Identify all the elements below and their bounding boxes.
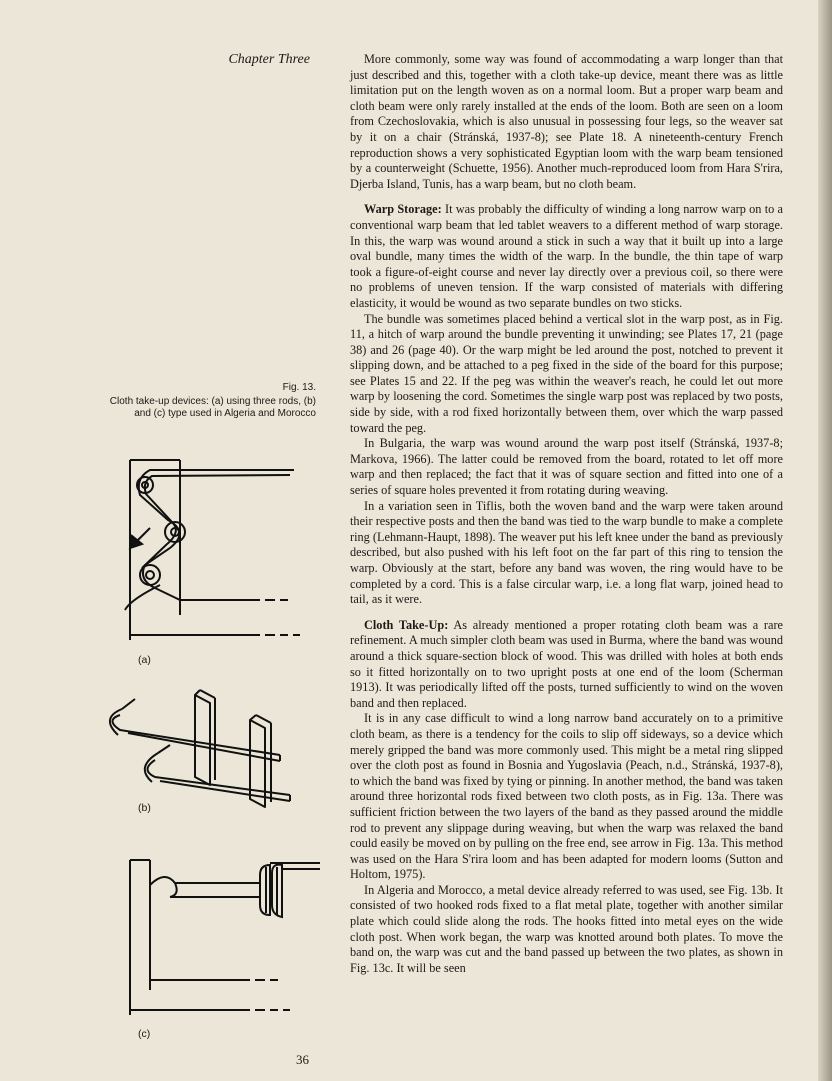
page-number: 36 bbox=[296, 1052, 309, 1067]
paragraph-warp-storage bbox=[350, 202, 783, 311]
section-heading-cloth-takeup: Cloth Take-Up: bbox=[364, 617, 449, 632]
figure-13a-diagram bbox=[120, 450, 320, 650]
paragraph-text: As already mentioned a proper rotating cloth beam was a rare refinement. A much simpler cloth beam was used in Burma, where the band was wound around a thick square-section block of wood. This was drilled with holes at both ends so it fitted horizontally on to two upright posts at one end of the loom (Scherman 1913). It was periodically lifted off the posts, turned sufficiently to wind on the woven band and then replaced. bbox=[350, 617, 783, 710]
paragraph: The bundle was sometimes placed behind a vertical slot in the warp post, as in Fig. 11, a hitch of warp around the bundle preventing it unwinding; see Plates 17, 21 (page 38) and 26 (page 40). Or the warp might be led around the post, notched to prevent it slipping down, and be attached to a peg fixed in the side of the board for this purpose; see Plates 15 and 22. If the peg was within the weaver's reach, he could let out more warp by loosening the cord. Sometimes the single warp post was replaced by two posts, side by side, with a rod fixed horizontally between them, over which the warp passed toward the peg. bbox=[350, 311, 783, 435]
paragraph-text: It was probably the difficulty of winding a long narrow warp on to a conventional warp beam that led tablet weavers to a different method of warp storage. In this, the warp was wound around a stick in such a way that it built up into a large oval bundle, many times the width of the warp. In the bundle, the thin tape of warp took a figure-of-eight course and never lay directly over a previous coil, so there were no problems of uneven tension. If the warp consisted of materials with differing elasticity, it would be wound as two separate bundles on two sticks. bbox=[350, 202, 784, 310]
figure-caption bbox=[104, 382, 316, 421]
page-edge-shadow bbox=[818, 0, 832, 1081]
paragraph: In Bulgaria, the warp was wound around the warp post itself (Stránská, 1937-8; Markova, 1966). The latter could be removed from the board, rotated to let off more warp and then replaced; the fact that it was of square section and fitted into one of a series of square holes prevented it from rotating during weaving. bbox=[350, 436, 783, 498]
figure-number: Fig. 13. bbox=[282, 382, 316, 393]
paragraph: More commonly, some way was found of accommodating a warp longer than that just described and this, together with a cloth take-up device, meant there was as little limitation put on the length woven as on a normal loom. But a proper warp beam and cloth beam were only rarely installed at the ends of the loom. Both are seen on a loom from Czechoslovakia, which is also unusual in possessing four legs, so the weaver sat by it on a chair (Stránská, 1937-8); see Plate 18. A nineteenth-century French reproduction shows a very sophisticated Egyptian loom with the warp beam tensioned by a counterweight (Schuette, 1956). Another much-reproduced loom from Hara S'rira, Djerba Island, Tunis, has a warp beam, but no cloth beam. bbox=[350, 52, 783, 191]
paragraph: It is in any case difficult to wind a long narrow band accurately on to a primitive cloth beam, as there is a tendency for the coils to slip off sideways, so a device which merely gripped the band was more commonly used. This might be a metal ring slipped over the cloth post as found in Bosnia and Yugoslavia (Peach, n.d., Stránská, 1937-8), to which the band was fixed by tying or pinning. In another method, the band was taken around three horizontal rods fixed between two cloth posts, as in Fig. 13a. There was sufficient friction between the two layers of the band as they passed around the middle rod to prevent any slippage during weaving, but when the warp was relaxed the band could easily be moved on by pulling on the free end, see arrow in Fig. 13a. This method was used on the Hara S'rira loom and has been adapted for modern looms (Sutton and Holtom, 1975). bbox=[350, 711, 783, 882]
figure-label-b: (b) bbox=[138, 802, 151, 814]
figure-13c-diagram bbox=[120, 855, 320, 1030]
section-heading-warp-storage: Warp Storage: bbox=[364, 202, 442, 217]
figure-caption-text: Cloth take-up devices: (a) using three rods, (b) and (c) type used in Algeria and Morocco bbox=[109, 395, 316, 419]
paragraph: In a variation seen in Tiflis, both the woven band and the warp were taken around their respective posts and then the band was tied to the warp bundle to make a complete ring (Lehmann-Haupt, 1898). The weaver put his left knee under the band as previously described, but also pushed with his left foot on the far part of this ring to tension the warp. Obviously at the start, before any band was woven, the ring would have to be completed by a cord. This is a false circular warp, i.e. a long flat warp, joined head to tail, as it were. bbox=[350, 498, 783, 607]
paragraph-cloth-takeup bbox=[350, 618, 783, 712]
main-text-column bbox=[350, 52, 783, 976]
figure-label-a: (a) bbox=[138, 654, 151, 666]
figure-label-c: (c) bbox=[138, 1028, 151, 1040]
paragraph: In Algeria and Morocco, a metal device already referred to was used, see Fig. 13b. It consisted of two hooked rods fixed to a flat metal plate, together with another similar plate which could slide along the rods. The hooks fitted into metal eyes on the wide cloth post. When work began, the warp was knotted around both plates. To move the band on, the warp was cut and the band passed up between the two plates, as shown in Fig. 13c. It will be seen bbox=[350, 882, 783, 975]
chapter-title: Chapter Three bbox=[228, 52, 310, 67]
figure-13b-diagram bbox=[100, 685, 320, 810]
